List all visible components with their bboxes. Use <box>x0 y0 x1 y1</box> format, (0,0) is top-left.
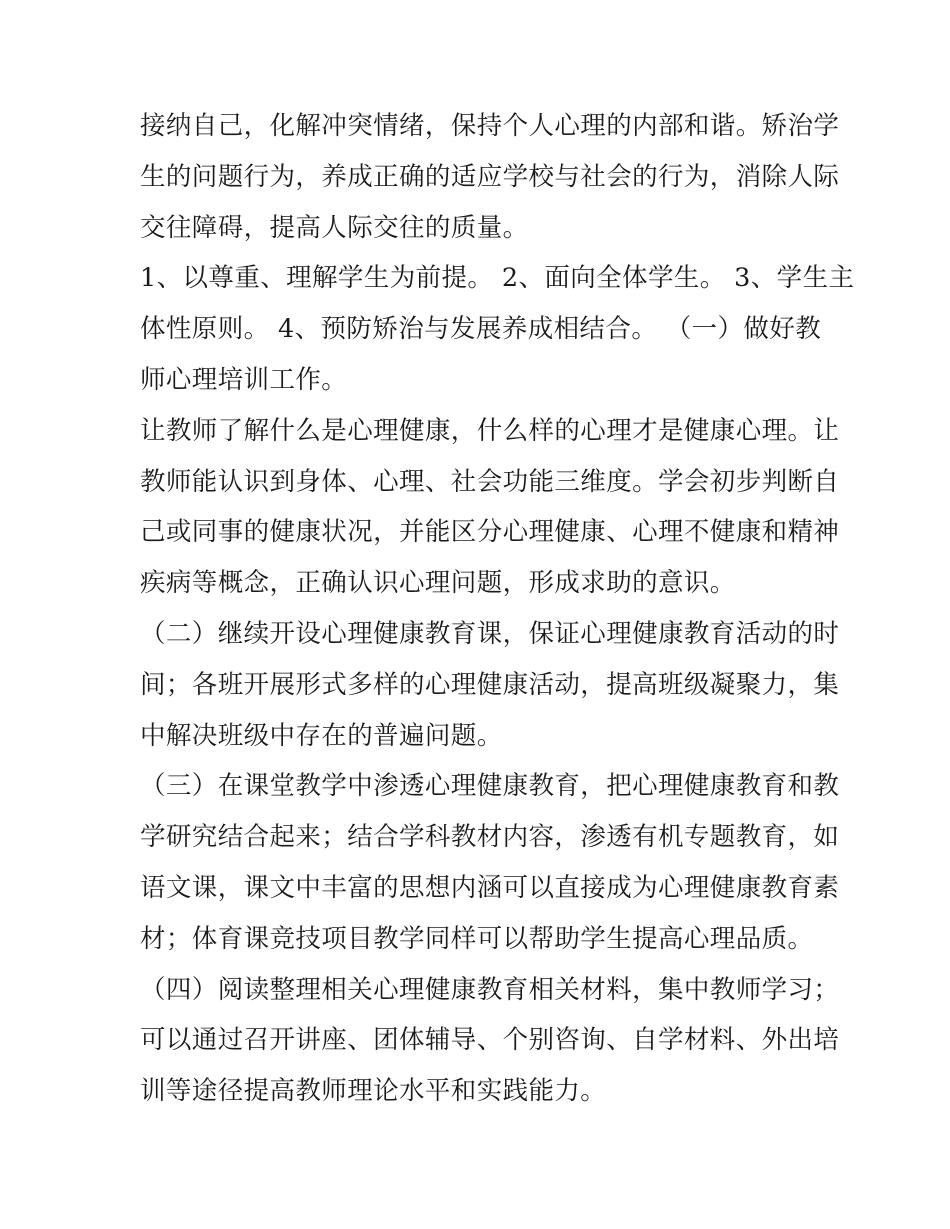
text-line: 可以通过召开讲座、团体辅导、个别咨询、自学材料、外出培 <box>140 1025 840 1056</box>
text-line: 疾病等概念，正确认识心理问题，形成求助的意识。 <box>140 568 736 599</box>
text-line: 教师能认识到身体、心理、社会功能三维度。学会初步判断自 <box>140 466 840 497</box>
text-line: 接纳自己，化解冲突情绪，保持个人心理的内部和谐。矫治学 <box>140 111 840 141</box>
text-line: 语文课，课文中丰富的思想内涵可以直接成为心理健康教育素 <box>140 872 840 903</box>
text-line: 体性原则。 4、预防矫治与发展养成相结合。 （一）做好教 <box>140 314 822 345</box>
text-line: 师心理培训工作。 <box>140 364 348 395</box>
text-line: 让教师了解什么是心理健康，什么样的心理才是健康心理。让 <box>140 415 840 446</box>
text-line: 学研究结合起来；结合学科教材内容，渗透有机专题教育，如 <box>140 822 840 853</box>
text-line: 间；各班开展形式多样的心理健康活动，提高班级凝聚力，集 <box>140 669 840 700</box>
text-line: （三）在课堂教学中渗透心理健康教育，把心理健康教育和教 <box>140 771 840 802</box>
text-line: 生的问题行为，养成正确的适应学校与社会的行为，消除人际 <box>140 161 840 192</box>
document-body <box>140 101 855 1117</box>
text-line: 中解决班级中存在的普遍问题。 <box>140 720 503 751</box>
text-line: 材；体育课竞技项目教学同样可以帮助学生提高心理品质。 <box>140 923 814 954</box>
text-line: 己或同事的健康状况，并能区分心理健康、心理不健康和精神 <box>140 517 840 548</box>
text-line: 交往障碍，提高人际交往的质量。 <box>140 212 529 243</box>
text-line: （二）继续开设心理健康教育课，保证心理健康教育活动的时 <box>140 618 840 649</box>
text-line: 训等途径提高教师理论水平和实践能力。 <box>140 1076 607 1107</box>
text-line: （四）阅读整理相关心理健康教育相关材料，集中教师学习； <box>140 974 840 1005</box>
text-line: 1、以尊重、理解学生为前提。 2、面向全体学生。 3、学生主 <box>140 263 855 294</box>
